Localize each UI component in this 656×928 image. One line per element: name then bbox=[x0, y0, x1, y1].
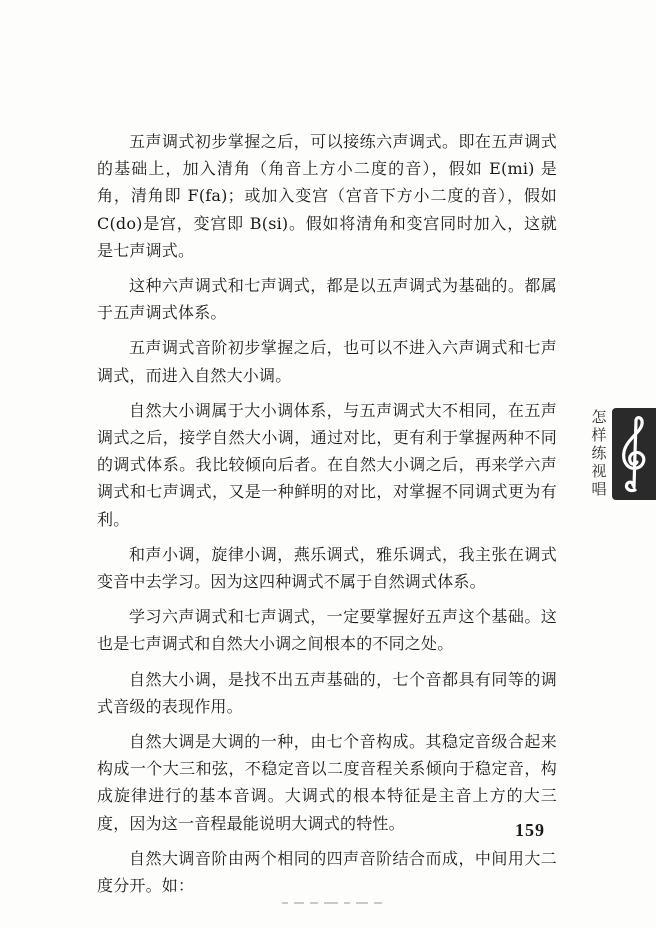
paragraph-4: 自然大小调属于大小调体系，与五声调式大不相同，在五声调式之后，接学自然大小调，通过对比，更有利于掌握两种不同的调式体系。我比较倾向后者。在自然大小调之后，再来学六声调式和七声调式，又是一种鲜明的对比，对掌握不同调式更为有利。 bbox=[97, 400, 557, 529]
paragraph-3: 五声调式音阶初步掌握之后，也可以不进入六声调式和七声调式，而进入自然大小调。 bbox=[97, 338, 557, 385]
treble-clef-icon bbox=[616, 414, 652, 494]
paragraph-8: 自然大调是大调的一种，由七个音构成。其稳定音级合起来构成一个大三和弦，不稳定音以二度音程关系倾向于稳定音，构成旋律进行的基本音调。大调式的根本特征是主音上方的大三度，因为这一音程最能说明大调式的特性。 bbox=[97, 732, 557, 833]
paragraph-7: 自然大小调，是找不出五声基础的，七个音都具有同等的调式音级的表现作用。 bbox=[97, 669, 557, 716]
scan-artifact bbox=[282, 900, 392, 906]
side-tab-block bbox=[612, 408, 656, 500]
page-number: 159 bbox=[515, 820, 545, 840]
side-tab-label bbox=[588, 408, 610, 498]
side-tab-char: 练 bbox=[591, 444, 607, 462]
side-tab-char: 样 bbox=[591, 426, 607, 444]
paragraph-6: 学习六声调式和七声调式，一定要掌握好五声这个基础。这也是七声调式和自然大小调之间根本的不同之处。 bbox=[97, 607, 557, 654]
paragraph-2: 这种六声调式和七声调式，都是以五声调式为基础的。都属于五声调式体系。 bbox=[97, 276, 557, 323]
side-tab-char: 视 bbox=[591, 462, 607, 480]
chapter-side-tab bbox=[588, 408, 656, 500]
paragraph-1: 五声调式初步掌握之后，可以接练六声调式。即在五声调式的基础上，加入清角（角音上方小二度的音），假如 E(mi) 是角，清角即 F(fa)；或加入变宫（宫音下方小二度的音），假如 C(do)是宫，变宫即 B(si)。假如将清角和变宫同时加入，这就是七声调式。 bbox=[97, 132, 557, 260]
paragraph-9: 自然大调音阶由两个相同的四声音阶结合而成，中间用大二度分开。如： bbox=[97, 848, 557, 896]
paragraph-5: 和声小调，旋律小调，燕乐调式，雅乐调式，我主张在调式变音中去学习。因为这四种调式不属于自然调式体系。 bbox=[97, 544, 557, 592]
side-tab-char: 唱 bbox=[591, 480, 607, 498]
side-tab-char: 怎 bbox=[591, 408, 607, 426]
body-text bbox=[97, 128, 557, 907]
